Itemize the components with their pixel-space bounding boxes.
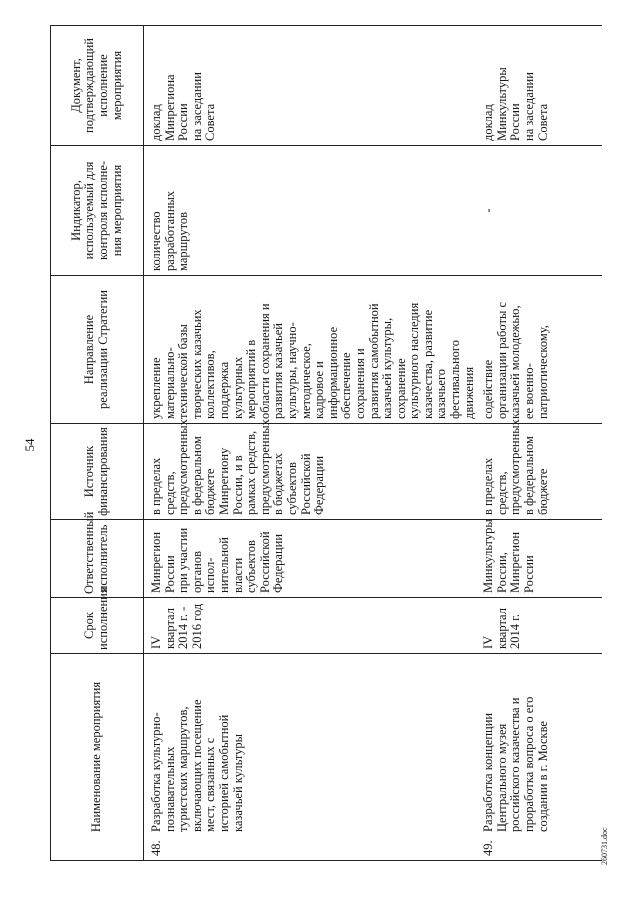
cell-document: доклад Минрегиона России на заседании Совета bbox=[144, 26, 477, 146]
table-row bbox=[144, 26, 477, 861]
cell-name bbox=[144, 654, 477, 861]
cell-name bbox=[476, 654, 602, 861]
cell-financing: в пределах средств, предусмотренных в федеральном бюджете Минрегиону России, и в рамках средств, предусмотренных в бюджетах субъектов Российской Федерации bbox=[144, 424, 477, 520]
cell-document: доклад Минкультуры России на заседании Совета bbox=[476, 26, 602, 146]
cell-financing: в пределах средств, предусмотренных в федеральном бюджете bbox=[476, 424, 602, 520]
header-responsible: Ответственный исполнитель bbox=[51, 520, 144, 598]
header-indicator: Индикатор, используемый для контроля исполне- ния мероприятия bbox=[51, 146, 144, 276]
cell-indicator: количество разработанных маршрутов bbox=[144, 146, 477, 276]
table-row bbox=[476, 26, 602, 861]
header-term: Срок исполнения bbox=[51, 598, 144, 654]
row-number: 49. bbox=[481, 840, 496, 856]
page-number: 54 bbox=[22, 438, 37, 452]
cell-direction: содействие организации работы с казачьей молодежью, ее военно- патриотическому, bbox=[476, 276, 602, 424]
header-financing: Источник финансирования bbox=[51, 424, 144, 520]
events-table bbox=[50, 25, 602, 861]
cell-indicator: - bbox=[476, 146, 602, 276]
cell-responsible: Минкультуры России, Минрегион России bbox=[476, 520, 602, 598]
event-name: Разработка культурно- познавательных туристских маршрутов, включающих посещение мест, связанных с историей самобытной казачьей культуры bbox=[149, 699, 245, 832]
event-name: Разработка концепции Центрального музея российского казачества и проработка вопроса о его создании в г. Москве bbox=[481, 696, 550, 832]
row-number: 48. bbox=[149, 840, 163, 856]
header-name: Наименование мероприятия bbox=[51, 654, 144, 861]
document-reference: 260731.doc bbox=[600, 827, 609, 865]
cell-responsible: Минрегион России при участии органов испол- нительной власти субъектов Российской Федерации bbox=[144, 520, 477, 598]
header-direction: Направление реализации Стратегии bbox=[51, 276, 144, 424]
cell-term: IV квартал 2014 г. - 2016 год bbox=[144, 598, 477, 654]
cell-direction: укрепление материально- технической базы творческих казачьих коллективов, поддержка культурных мероприятий в области сохранения и развития казачьей культуры, научно- методическое, кадровое и информационное обеспечение сохранения и развития самобытной казачьей культуры, сохранение культурного наследия казачества, развитие казачьего фестивального движения bbox=[144, 276, 477, 424]
cell-term: IV квартал 2014 г. bbox=[476, 598, 602, 654]
header-document: Документ, подтверждающий исполнение мероприятия bbox=[51, 26, 144, 146]
table-header-row bbox=[51, 26, 144, 861]
